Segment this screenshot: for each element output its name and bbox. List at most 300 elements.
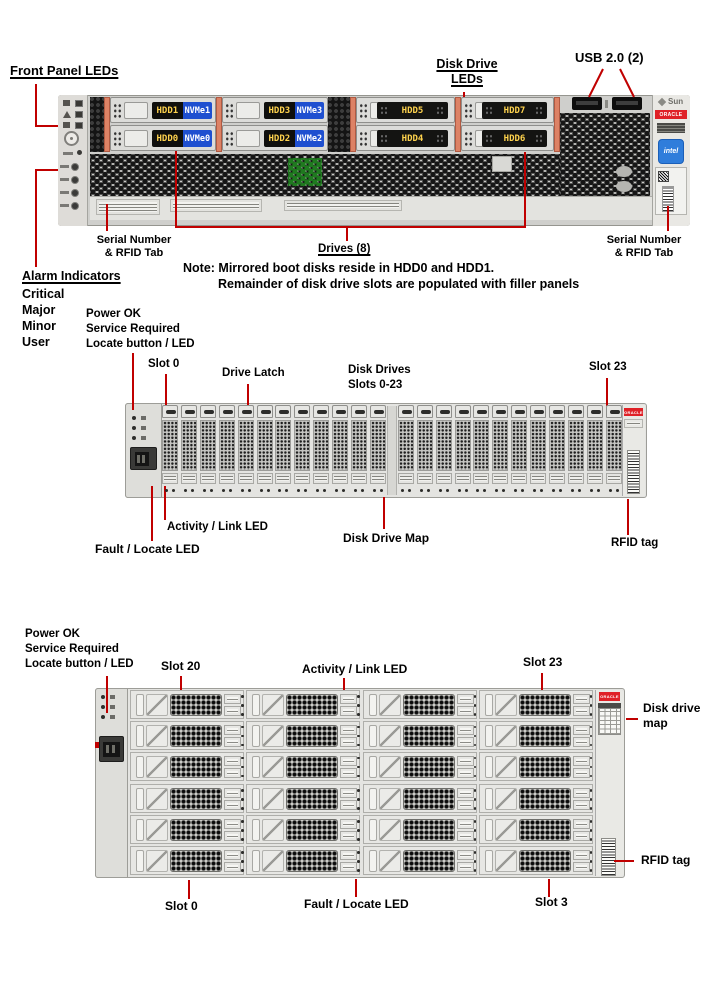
hdd-label: HDD2 [264, 130, 295, 147]
serial-barcode [662, 186, 674, 212]
drive-capacity-label [224, 706, 241, 716]
bottom-drive-slot-r0c1 [246, 690, 360, 719]
mid-drive-latch [162, 405, 178, 418]
mid-fault-led-label: Fault / Locate LED [95, 542, 200, 556]
mid-drive-slot-2 [200, 405, 216, 493]
panel-status-led [132, 416, 136, 420]
drive-led [357, 713, 360, 716]
bottom-drive-slot-r2c1 [246, 752, 360, 781]
mid-rfid-label: RFID tag [611, 537, 659, 549]
drive-led [357, 789, 360, 792]
drive-latch-bar [369, 694, 377, 716]
mid-drive-label [200, 473, 216, 484]
alarm-indicators-heading: Alarm Indicators [22, 269, 121, 283]
alarm-led-label-bar [60, 165, 69, 168]
mid-drive-slot-22 [587, 405, 603, 493]
latch-slot-icon [534, 410, 544, 414]
activity-link-led [446, 489, 449, 492]
oracle-badge-bottom: ORACLE [600, 694, 619, 699]
drive-perforation [519, 819, 571, 841]
fault-locate-led [260, 489, 263, 492]
panel-status-led [132, 426, 136, 430]
drive-led [357, 775, 360, 778]
mid-drive-label [549, 473, 565, 484]
drive-led [590, 726, 593, 729]
panel-status-led [132, 436, 136, 440]
display-digit [142, 455, 145, 463]
drive-tray-latch [236, 130, 260, 147]
fault-locate-led [476, 489, 479, 492]
sun-logo-text: Sun [668, 97, 684, 106]
drive-led [474, 798, 477, 801]
bottom-drive-slot-r3c1 [246, 784, 360, 813]
plate-decoration-icon [535, 134, 544, 143]
drive-capacity-label [340, 706, 357, 716]
drive-tray-hdd5 [356, 97, 455, 123]
latch-slot-icon [459, 410, 469, 414]
drive-capacity-label [573, 862, 590, 872]
activity-link-led [191, 489, 194, 492]
drive-perforation [286, 725, 338, 747]
drive-perforation [403, 756, 455, 778]
drive-tray-hdd2 [222, 125, 328, 151]
power-button-dot [70, 137, 73, 140]
activity-link-led [304, 489, 307, 492]
drive-led [474, 820, 477, 823]
mid-drive-slot-14 [436, 405, 452, 493]
mid-drive-perforation [181, 420, 197, 471]
drive-type-label [573, 725, 590, 735]
drive-led [590, 757, 593, 760]
latch-slot-icon [496, 410, 506, 414]
drive-capacity-label [573, 800, 590, 810]
drive-led [241, 766, 244, 769]
drive-type-label [340, 694, 357, 704]
bottom-drive-slot-r1c2 [363, 721, 477, 750]
drive-led [590, 775, 593, 778]
activity-link-led [559, 489, 562, 492]
drive-perforation [170, 756, 222, 778]
bottom-drive-slot-r0c3 [479, 690, 593, 719]
drive-led [590, 744, 593, 747]
mid-drive-slot-21 [568, 405, 584, 493]
drive-type-label [573, 819, 590, 829]
drive-label-plate [377, 102, 448, 119]
drive-perforation [519, 850, 571, 872]
model-label [655, 121, 687, 135]
drive-led [357, 829, 360, 832]
drive-led [590, 838, 593, 841]
bottom-drive-slot-r5c3 [479, 846, 593, 875]
disk-drive-map-label-line2: map [643, 716, 668, 730]
mid-drive-label [332, 473, 348, 484]
ok-led-icon [63, 100, 70, 106]
mid-drive-latch [530, 405, 546, 418]
drive-led-cluster-icon [225, 103, 234, 119]
drive-led [241, 744, 244, 747]
drive-latch-handle [379, 694, 401, 716]
slot3-label: Slot 3 [535, 895, 568, 909]
mid-drive-latch [313, 405, 329, 418]
disk-drive-leds-label [430, 57, 504, 87]
drive-led-cluster-icon [464, 131, 473, 147]
mid-drive-perforation [473, 420, 489, 471]
drive-led [357, 726, 360, 729]
drive-latch-handle [379, 756, 401, 778]
drive-led [590, 704, 593, 707]
mid-slot0-label: Slot 0 [148, 358, 180, 370]
drive-latch-bar [369, 756, 377, 778]
serial-right-label [598, 234, 690, 260]
mid-drive-slot-20 [549, 405, 565, 493]
plate-decoration-icon [535, 106, 544, 115]
bottom-drive-slot-r0c0 [130, 690, 244, 719]
drive-type-label [340, 725, 357, 735]
mid-drive-slot-7 [294, 405, 310, 493]
serial-sticker [170, 199, 262, 212]
activity-link-led [342, 489, 345, 492]
plate-decoration-icon [380, 134, 389, 143]
mid-drive-latch [370, 405, 386, 418]
oracle-badge: ORACLE [655, 110, 687, 119]
drive-latch-bar [136, 819, 144, 841]
mid-drive-perforation [332, 420, 348, 471]
mid-drive-label [606, 473, 622, 484]
drive-led [357, 869, 360, 872]
mid-drive-perforation [606, 420, 622, 471]
mid-drive-slot-17 [492, 405, 508, 493]
alarm-led [71, 176, 79, 184]
drive-latch-handle [262, 788, 284, 810]
plate-decoration-icon [485, 134, 494, 143]
drive-latch-bar [485, 756, 493, 778]
drive-tray-hdd3 [222, 97, 328, 123]
drive-perforation [403, 725, 455, 747]
panel-status-icon [110, 715, 115, 719]
drive-type-label [224, 850, 241, 860]
bottom-drive-slot-r3c0 [130, 784, 244, 813]
drive-led [474, 860, 477, 863]
bottom-drive-slot-r5c0 [130, 846, 244, 875]
drive-led [241, 735, 244, 738]
bottom-drive-slot-r5c1 [246, 846, 360, 875]
drive-latch-bar [369, 850, 377, 872]
drive-latch-bar [136, 756, 144, 778]
nvme-label: NVMe3 [295, 102, 324, 119]
bay-vent-strip [90, 97, 104, 152]
drive-latch-bar [369, 819, 377, 841]
drive-latch-handle [495, 694, 517, 716]
alarm-item-minor: Minor [22, 319, 57, 333]
drive-latch-bar [252, 788, 260, 810]
display-digit [112, 745, 115, 753]
latch-slot-icon [223, 410, 233, 414]
fault-locate-led [222, 489, 225, 492]
latch-slot-icon [355, 410, 365, 414]
drive-led-cluster-icon [359, 103, 368, 119]
mid-drive-perforation [351, 420, 367, 471]
drive-led [241, 851, 244, 854]
drive-type-label [573, 756, 590, 766]
fault-locate-led [533, 489, 536, 492]
drive-capacity-label [457, 800, 474, 810]
mid-drive-perforation [257, 420, 273, 471]
latch-slot-icon [477, 410, 487, 414]
mid-drive-slot-3 [219, 405, 235, 493]
bay-vent-strip [328, 97, 350, 152]
drive-led [241, 757, 244, 760]
latch-slot-icon [572, 410, 582, 414]
latch-slot-icon [279, 410, 289, 414]
mid-drive-label [436, 473, 452, 484]
mid-drive-perforation [200, 420, 216, 471]
mid-drive-slot-8 [313, 405, 329, 493]
drive-perforation [286, 788, 338, 810]
bot-rfid-label: RFID tag [641, 853, 691, 867]
drive-led [474, 807, 477, 810]
mid-drive-latch [294, 405, 310, 418]
drive-latch-handle [146, 850, 168, 872]
green-vent-cluster [288, 158, 322, 186]
usb-slot [616, 101, 638, 105]
drive-tray-hdd1 [110, 97, 216, 123]
drive-led [357, 744, 360, 747]
disk-drive-map-label: Disk Drive Map [343, 531, 430, 545]
drive-perforation [403, 819, 455, 841]
fault-locate-led [373, 489, 376, 492]
mid-drive-latch [332, 405, 348, 418]
bottom-drive-slot-r2c2 [363, 752, 477, 781]
mid-drive-latch [417, 405, 433, 418]
alarm-item-critical: Critical [22, 287, 65, 301]
latch-slot-icon [242, 410, 252, 414]
mid-drive-perforation [219, 420, 235, 471]
latch-slot-icon [317, 410, 327, 414]
panel-status-icon [110, 695, 115, 699]
drive-latch-handle [146, 788, 168, 810]
serial-sticker [96, 199, 160, 215]
vent-oval [616, 181, 632, 192]
alarm-led [71, 163, 79, 171]
latch-slot-icon [374, 410, 384, 414]
fault-locate-led [458, 489, 461, 492]
fault-locate-led [297, 489, 300, 492]
drive-latch-bar [485, 725, 493, 747]
drive-label-plate [482, 102, 547, 119]
bot-power-ok-label: Power OK [25, 628, 80, 640]
drive-led [241, 704, 244, 707]
mid-drive-label [351, 473, 367, 484]
mid-drive-latch [181, 405, 197, 418]
drive-led [590, 851, 593, 854]
latch-slot-icon [204, 410, 214, 414]
drive-latch-handle [495, 788, 517, 810]
drive-latch-bar [136, 694, 144, 716]
mid-drive-label [275, 473, 291, 484]
fault-locate-led [335, 489, 338, 492]
mid-drive-latch [238, 405, 254, 418]
drive-perforation [170, 788, 222, 810]
bottom-drive-slot-r1c0 [130, 721, 244, 750]
bottom-drive-slot-r3c2 [363, 784, 477, 813]
drive-led [241, 775, 244, 778]
mid-drive-perforation [162, 420, 178, 471]
mid-drive-slot-13 [417, 405, 433, 493]
activity-link-led [540, 489, 543, 492]
activity-link-led [285, 489, 288, 492]
fault-locate-led [495, 489, 498, 492]
usb-label: USB 2.0 (2) [575, 50, 644, 65]
drive-latch-label: Drive Latch [222, 367, 285, 379]
drive-type-label [224, 725, 241, 735]
mid-drive-label [530, 473, 546, 484]
drive-capacity-label [224, 768, 241, 778]
drive-latch-handle [262, 819, 284, 841]
drive-led [474, 735, 477, 738]
note-line1: Note: Mirrored boot disks reside in HDD0 and HDD1. [183, 261, 495, 275]
drive-led-cluster-icon [464, 103, 473, 119]
drive-tray-latch [236, 102, 260, 119]
drive-type-label [573, 694, 590, 704]
drive-capacity-label [573, 706, 590, 716]
drive-latch-handle [262, 725, 284, 747]
bot-service-required-label: Service Required [25, 643, 119, 655]
mid-drive-slot-6 [275, 405, 291, 493]
service-led-icon [75, 111, 83, 118]
drive-label-plate [482, 130, 547, 147]
mid-drive-perforation [511, 420, 527, 471]
alarm-item-user: User [22, 335, 50, 349]
mid-drive-label [181, 473, 197, 484]
alarm-led-label-bar [60, 191, 69, 194]
drive-capacity-label [573, 831, 590, 841]
drive-led [357, 798, 360, 801]
activity-link-led [521, 489, 524, 492]
drive-led-cluster-icon [113, 103, 122, 119]
drive-label-plate [264, 102, 324, 119]
disk-drive-leds-line2: LEDs [451, 72, 483, 86]
drive-label-plate [152, 130, 212, 147]
drive-capacity-label [457, 831, 474, 841]
fault-locate-led [571, 489, 574, 492]
drive-led [241, 829, 244, 832]
drive-latch-handle [379, 850, 401, 872]
drive-led [590, 735, 593, 738]
shelf-display [130, 447, 157, 470]
drive-led [474, 766, 477, 769]
display-marker [95, 742, 99, 748]
latch-slot-icon [591, 410, 601, 414]
drive-perforation [170, 725, 222, 747]
vent-plate [492, 156, 512, 172]
activity-link-led [267, 489, 270, 492]
latch-slot-icon [440, 410, 450, 414]
drive-type-label [224, 694, 241, 704]
drive-perforation [170, 819, 222, 841]
shelf-divider [387, 406, 397, 495]
drive-capacity-label [457, 768, 474, 778]
activity-link-led [597, 489, 600, 492]
drive-perforation [519, 788, 571, 810]
locate-led [75, 122, 83, 129]
bottom-drive-slot-r1c1 [246, 721, 360, 750]
drive-perforation [170, 694, 222, 716]
mid-drive-label [313, 473, 329, 484]
usb-port-right [612, 97, 642, 110]
usb-symbol-icon [605, 100, 608, 108]
drive-tray-latch [124, 102, 148, 119]
mid-drive-latch [275, 405, 291, 418]
bottom-drive-slot-r4c2 [363, 815, 477, 844]
bot-activity-led-label: Activity / Link LED [302, 662, 408, 676]
drive-led [241, 713, 244, 716]
drive-tray-hdd7 [461, 97, 554, 123]
fault-locate-led [241, 489, 244, 492]
drive-tray-hdd6 [461, 125, 554, 151]
mid-drive-label [370, 473, 386, 484]
drive-led [474, 757, 477, 760]
mid-drive-label [294, 473, 310, 484]
drive-latch-handle [262, 694, 284, 716]
honeycomb-vent [90, 154, 560, 196]
serial-right-line1: Serial Number [606, 234, 682, 246]
panel-status-icon [141, 416, 146, 420]
activity-link-led [465, 489, 468, 492]
drive-perforation [170, 850, 222, 872]
slot20-label: Slot 20 [161, 659, 201, 673]
note-line2: Remainder of disk drive slots are populated with filler panels [218, 277, 580, 291]
mid-drive-latch [455, 405, 471, 418]
mid-drive-perforation [549, 420, 565, 471]
mid-drive-label [417, 473, 433, 484]
vent-oval [616, 166, 632, 177]
mid-drive-perforation [436, 420, 452, 471]
mid-drive-latch [492, 405, 508, 418]
drive-led [357, 766, 360, 769]
hdd-label: HDD4 [401, 133, 424, 144]
panel-status-icon [110, 705, 115, 709]
drive-latch-bar [485, 850, 493, 872]
qr-code [658, 171, 669, 182]
nvme-label: NVMe2 [295, 130, 324, 147]
drive-latch-bar [252, 756, 260, 778]
bottom-drive-slot-r1c3 [479, 721, 593, 750]
mid-drive-label [568, 473, 584, 484]
drive-latch-handle [379, 725, 401, 747]
drive-type-label [224, 819, 241, 829]
drive-tray-latch [124, 130, 148, 147]
mid-service-required-label: Service Required [86, 323, 180, 335]
drive-latch-bar [485, 819, 493, 841]
mid-drive-label [455, 473, 471, 484]
nvme-label: NVMe0 [183, 130, 212, 147]
drive-led [357, 838, 360, 841]
drive-latch-bar [136, 725, 144, 747]
nvme-label: NVMe1 [183, 102, 212, 119]
activity-link-led [616, 489, 619, 492]
drive-type-label [340, 819, 357, 829]
drive-type-label [457, 756, 474, 766]
latch-slot-icon [610, 410, 620, 414]
shelf4u-display [99, 736, 124, 762]
bot-slot0-label: Slot 0 [165, 899, 198, 913]
drive-led [474, 775, 477, 778]
drive-type-label [457, 850, 474, 860]
activity-link-led [427, 489, 430, 492]
rfid-tag-mid [627, 450, 640, 494]
drive-led [474, 713, 477, 716]
display-digit [106, 745, 109, 753]
